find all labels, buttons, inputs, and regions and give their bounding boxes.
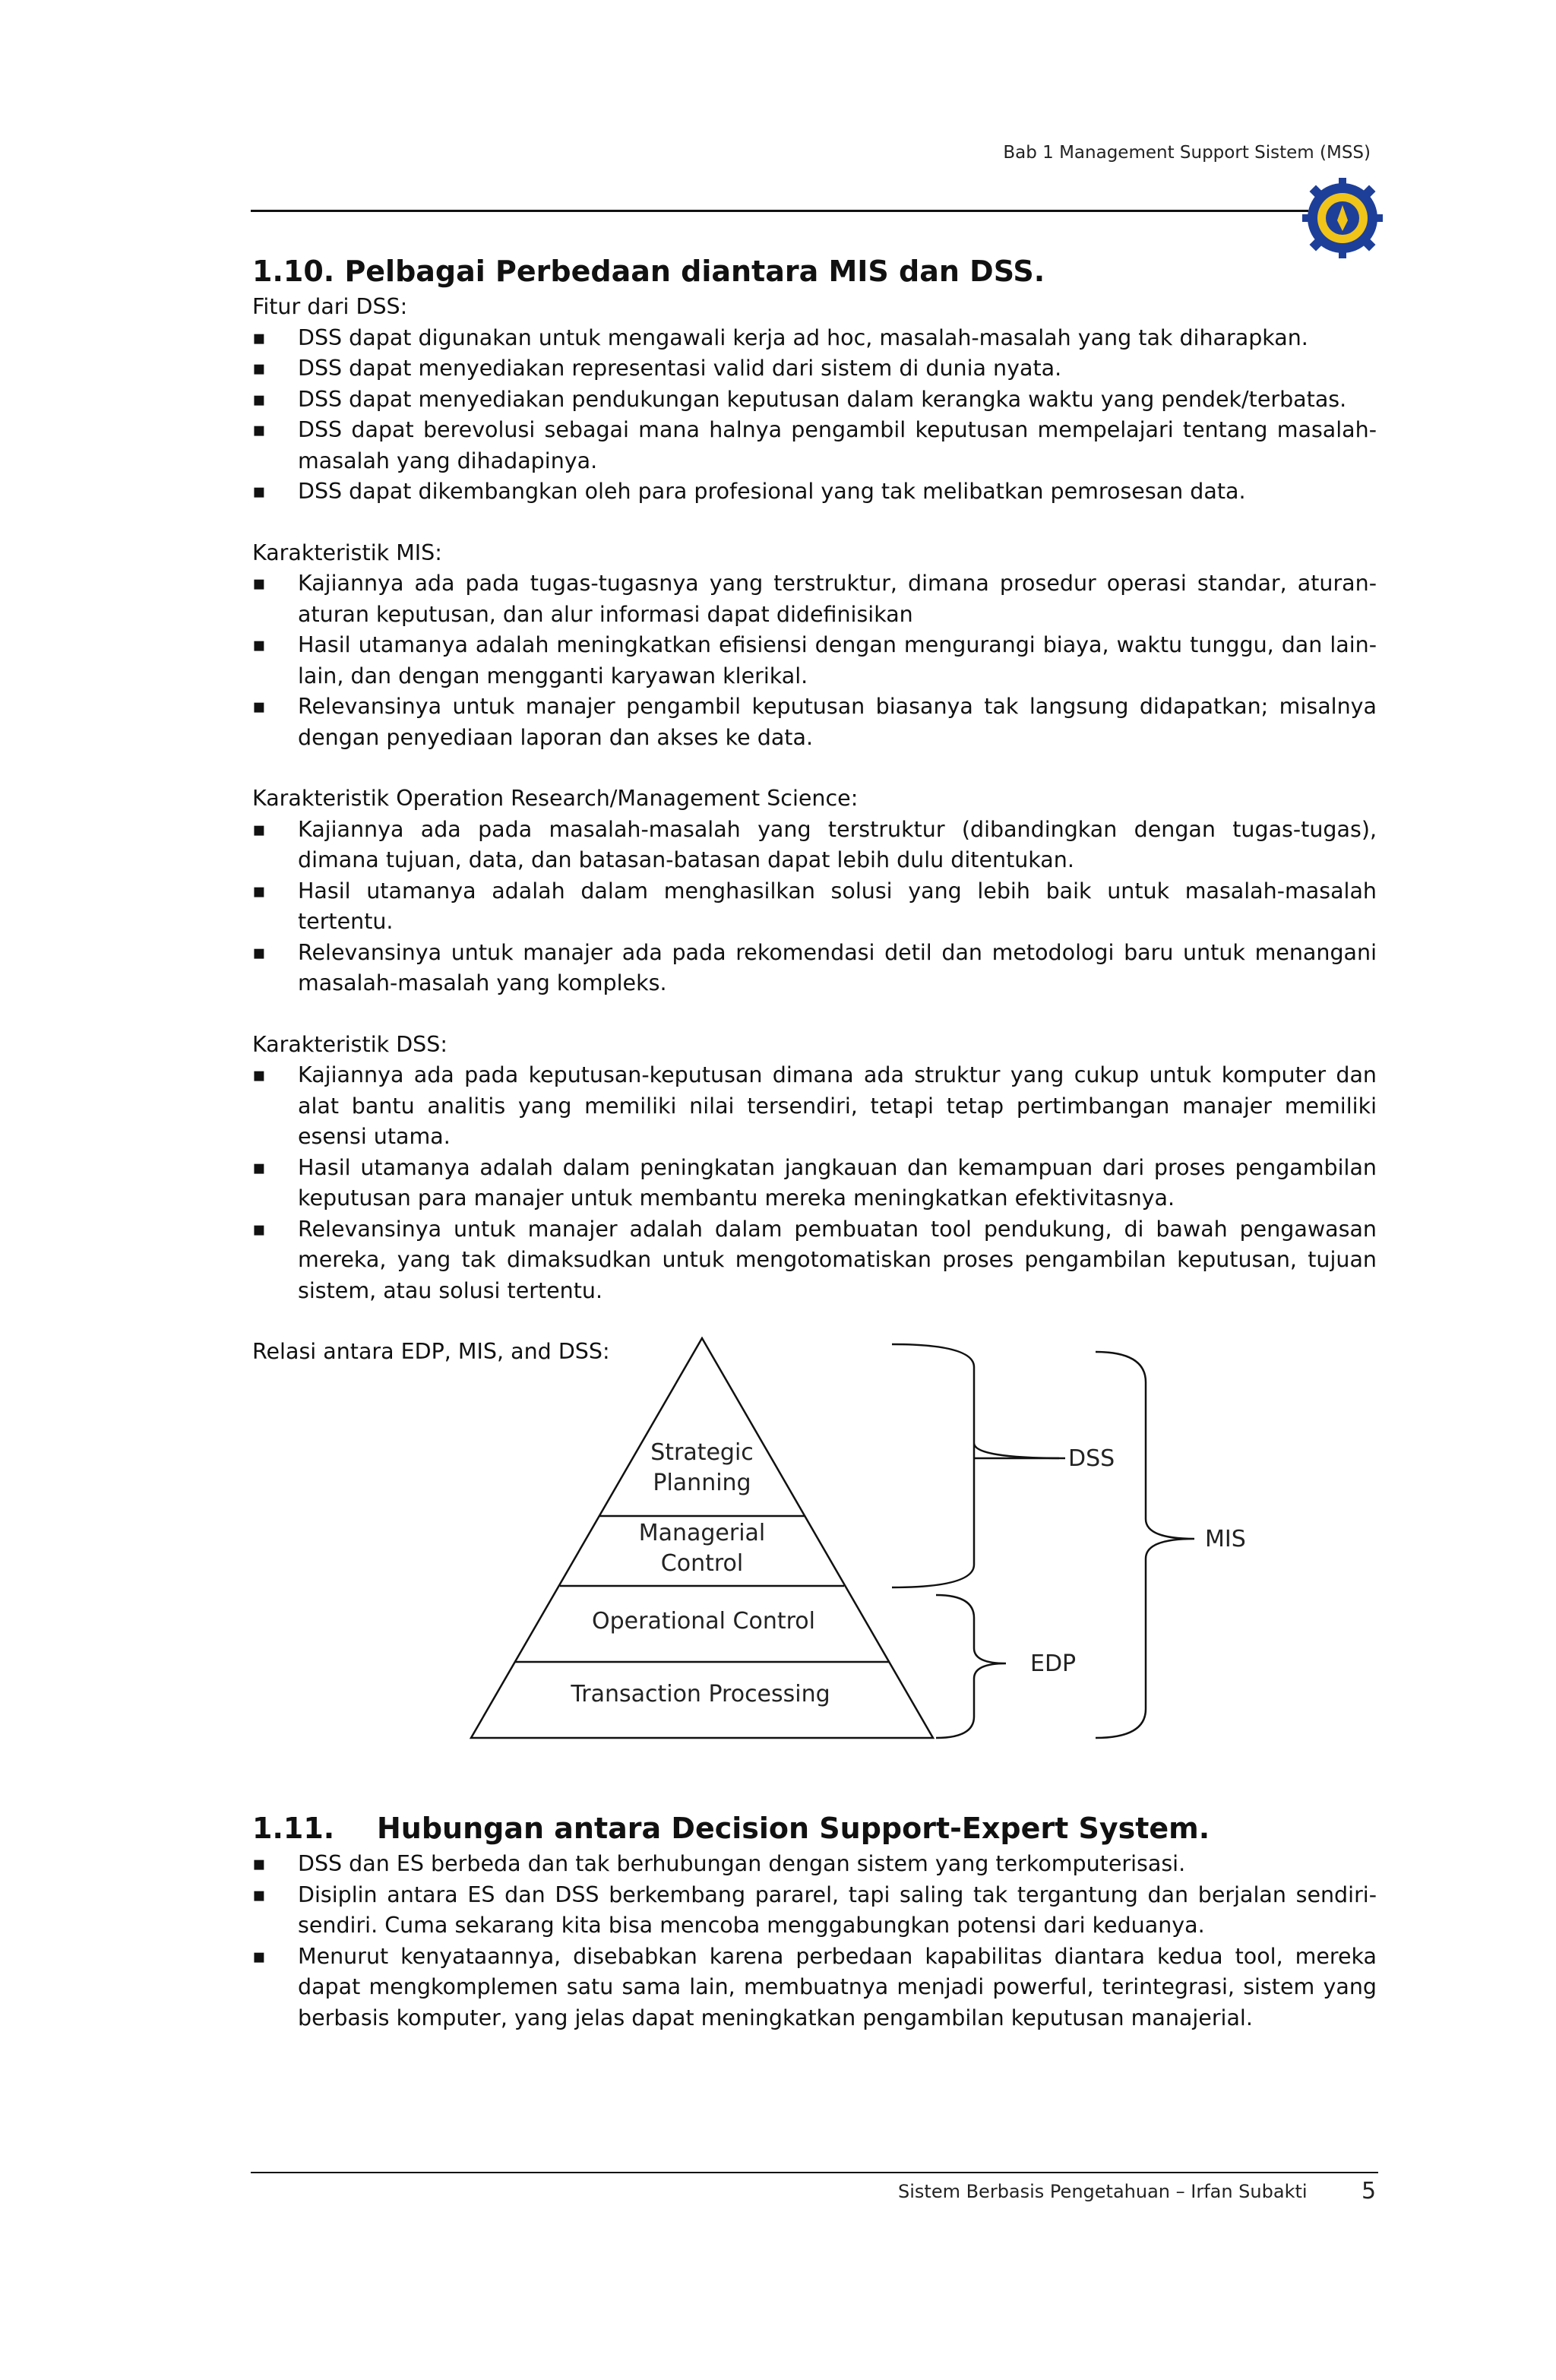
level-strategic-line1: Strategic <box>650 1439 754 1466</box>
list-item: ▪ DSS dapat menyediakan representasi valid dari sistem di dunia nyata. <box>252 353 1377 385</box>
section-1-10-heading: 1.10. Pelbagai Perbedaan diantara MIS dan DSS. <box>252 255 1045 288</box>
or-ms-label: Karakteristik Operation Research/Management Science: <box>252 786 859 811</box>
fitur-dss-label: Fitur dari DSS: <box>252 294 408 319</box>
relasi-label: Relasi antara EDP, MIS, and DSS: <box>252 1339 610 1364</box>
dss-brace <box>892 1344 1065 1587</box>
list-item: ▪ Relevansinya untuk manajer ada pada rekomendasi detil dan metodologi baru untuk menangani masalah-masalah yang kompleks. <box>252 938 1377 999</box>
fitur-dss-list <box>252 323 1377 508</box>
hubungan-list <box>252 1849 1377 2033</box>
footer-rule <box>251 2172 1378 2173</box>
list-item: ▪ DSS dapat menyediakan pendukungan keputusan dalam kerangka waktu yang pendek/terbatas. <box>252 385 1377 416</box>
list-item: ▪ Relevansinya untuk manajer adalah dalam pembuatan tool pendukung, di bawah pengawasan mereka, yang tak dimaksudkan untuk mengotomatiskan proses pengambilan keputusan, tujuan sistem, atau solusi tertentu. <box>252 1214 1377 1307</box>
level-managerial-line1: Managerial <box>638 1520 766 1546</box>
list-item: ▪ Hasil utamanya adalah dalam menghasilkan solusi yang lebih baik untuk masalah-masalah tertentu. <box>252 876 1377 938</box>
level-operational: Operational Control <box>592 1608 815 1635</box>
level-managerial-line2: Control <box>660 1550 744 1577</box>
brace-label-mis: MIS <box>1205 1526 1246 1552</box>
list-item: ▪ Disiplin antara ES dan DSS berkembang pararel, tapi saling tak tergantung dan berjalan sendiri-sendiri. Cuma sekarang kita bisa mencoba menggabungkan potensi dari keduanya. <box>252 1880 1377 1942</box>
level-transaction: Transaction Processing <box>571 1681 830 1707</box>
running-header: Bab 1 Management Support Sistem (MSS) <box>1003 143 1371 163</box>
list-item: ▪ Menurut kenyataannya, disebabkan karena perbedaan kapabilitas diantara kedua tool, mereka dapat mengkomplemen satu sama lain, membuatnya menjadi powerful, terintegrasi, sistem yang berbasis komputer, yang jelas dapat meningkatkan pengambilan keputusan manajerial. <box>252 1942 1377 2034</box>
section-1-11-heading: 1.11. Hubungan antara Decision Support-Expert System. <box>252 1812 1210 1845</box>
dss-list <box>252 1060 1377 1306</box>
edp-mis-dss-diagram <box>252 1337 1377 1808</box>
list-item: ▪ DSS dapat dikembangkan oleh para profesional yang tak melibatkan pemrosesan data. <box>252 476 1377 508</box>
list-item: ▪ DSS dan ES berbeda dan tak berhubungan dengan sistem yang terkomputerisasi. <box>252 1849 1377 1880</box>
or-ms-list <box>252 815 1377 999</box>
edp-brace <box>936 1595 1006 1738</box>
mis-label: Karakteristik MIS: <box>252 540 442 565</box>
dss-label: Karakteristik DSS: <box>252 1031 448 1057</box>
list-item: ▪ Hasil utamanya adalah dalam peningkatan jangkauan dan kemampuan dari proses pengambilan keputusan para manajer untuk membantu mereka meningkatkan efektivitasnya. <box>252 1153 1377 1214</box>
list-item: ▪ Relevansinya untuk manajer pengambil keputusan biasanya tak langsung didapatkan; misalnya dengan penyediaan laporan dan akses ke data. <box>252 692 1377 753</box>
list-item: ▪ DSS dapat berevolusi sebagai mana halnya pengambil keputusan mempelajari tentang masalah-masalah yang dihadapinya. <box>252 415 1377 476</box>
footer-text: Sistem Berbasis Pengetahuan – Irfan Subakti <box>898 2181 1308 2202</box>
list-item: ▪ DSS dapat digunakan untuk mengawali kerja ad hoc, masalah-masalah yang tak diharapkan. <box>252 323 1377 354</box>
brace-label-dss: DSS <box>1068 1445 1115 1472</box>
mis-brace <box>1096 1352 1194 1738</box>
header-rule <box>251 210 1308 212</box>
level-strategic-line2: Planning <box>653 1470 751 1496</box>
list-item: ▪ Kajiannya ada pada keputusan-keputusan dimana ada struktur yang cukup untuk komputer dan alat bantu analitis yang memiliki nilai tersendiri, tetapi tetap pertimbangan manajer memiliki esensi utama. <box>252 1060 1377 1153</box>
institution-logo <box>1301 176 1384 260</box>
page-number: 5 <box>1362 2178 1377 2204</box>
list-item: ▪ Kajiannya ada pada masalah-masalah yang terstruktur (dibandingkan dengan tugas-tugas), dimana tujuan, data, dan batasan-batasan dapat lebih dulu ditentukan. <box>252 815 1377 876</box>
list-item: ▪ Kajiannya ada pada tugas-tugasnya yang terstruktur, dimana prosedur operasi standar, aturan-aturan keputusan, dan alur informasi dapat didefinisikan <box>252 568 1377 630</box>
list-item: ▪ Hasil utamanya adalah meningkatkan efisiensi dengan mengurangi biaya, waktu tunggu, dan lain-lain, dan dengan mengganti karyawan klerikal. <box>252 630 1377 692</box>
brace-label-edp: EDP <box>1030 1650 1077 1677</box>
mis-list <box>252 568 1377 753</box>
